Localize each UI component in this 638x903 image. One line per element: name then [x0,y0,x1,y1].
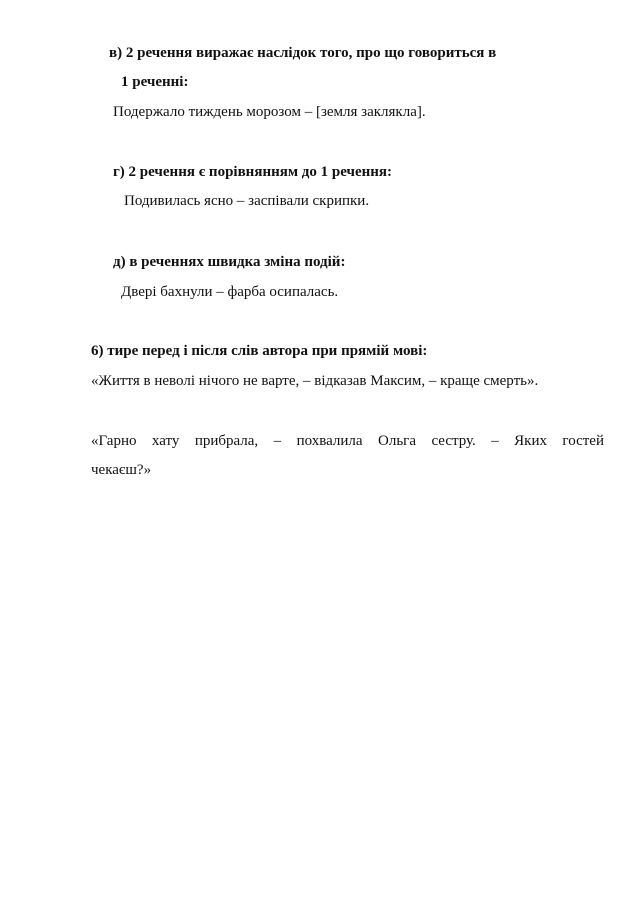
section-d-example: Двері бахнули – фарба осипалась. [121,284,339,300]
section-g-example: Подивилась ясно – заспівали скрипки. [124,193,370,209]
section-v-heading-line2: 1 реченні: [121,74,189,90]
section-6-heading: 6) тире перед і після слів автора при прямій мові: [91,343,428,359]
section-g-heading: г) 2 речення є порівнянням до 1 речення: [113,164,393,180]
section-6-example-2-line2: чекаєш?» [91,462,152,478]
section-6-example-1: «Життя в неволі нічого не варте, – відказав Максим, – краще смерть». [91,373,539,389]
section-v-heading-line1: в) 2 речення виражає наслідок того, про що говориться в [109,45,497,61]
section-6-example-2-line1: «Гарно хату прибрала, – похвалила Ольга сестру. – Яких гостей [91,433,604,449]
section-v-example: Подержало тиждень морозом – [земля заклякла]. [113,104,426,120]
section-d-heading: д) в реченнях швидка зміна подій: [113,254,346,270]
